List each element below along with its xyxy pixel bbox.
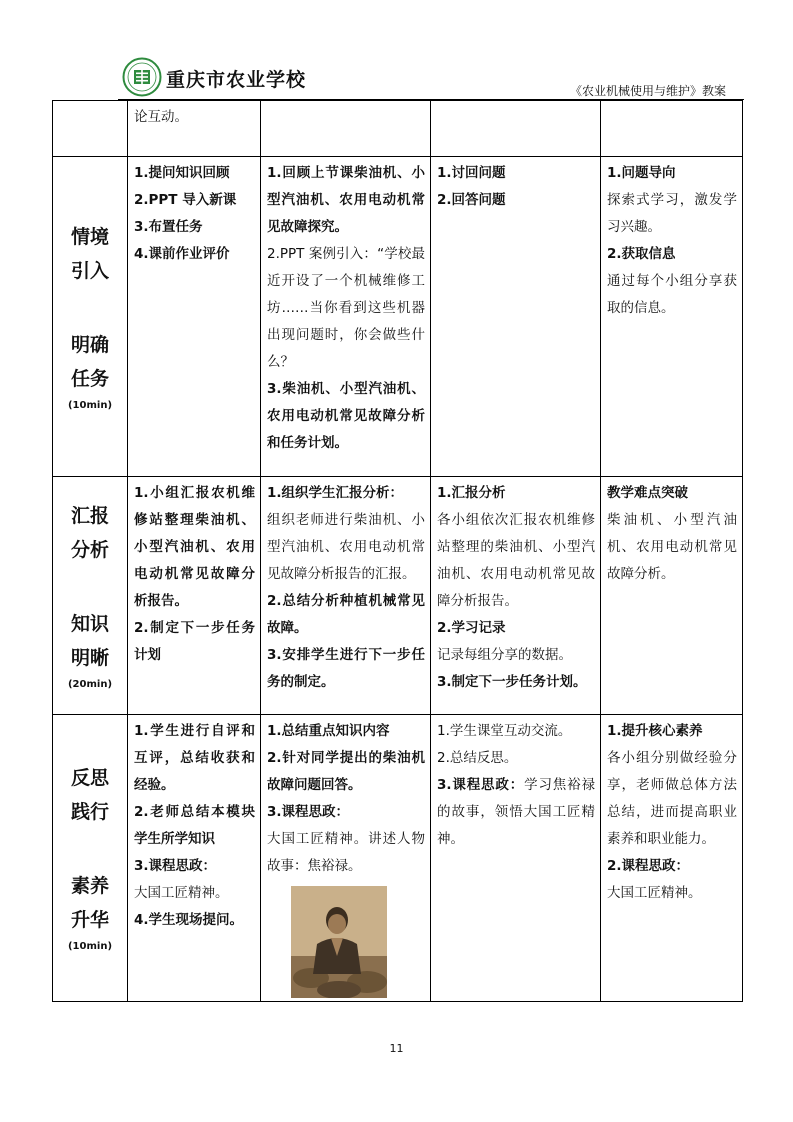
list-item: 通过每个小组分享获取的信息。 — [607, 273, 737, 316]
list-item: 4.学生现场提问。 — [134, 912, 244, 928]
school-logo-icon — [122, 57, 162, 97]
list-item: 1.学生课堂互动交流。 — [437, 723, 572, 739]
list-item: 1.小组汇报农机维修站整理柴油机、小型汽油机、农用电动机常见故障分析报告。 — [134, 485, 255, 609]
stage-cell — [53, 157, 128, 477]
table-cell — [601, 157, 743, 477]
list-item-title: 1.汇报分析 — [437, 485, 506, 501]
list-item: 柴油机、小型汽油机、农用电动机常见故障分析。 — [607, 512, 737, 582]
stage-label: 明确 — [70, 333, 109, 356]
stage-label: 分析 — [70, 538, 109, 561]
list-item-title: 2.学习记录 — [437, 620, 506, 636]
table-cell — [431, 157, 601, 477]
stage-label: 情境 — [70, 225, 109, 248]
list-item-title: 2.课程思政： — [607, 858, 690, 874]
stage-cell — [53, 477, 128, 715]
table-cell — [261, 101, 431, 157]
stage-label: 知识 — [70, 612, 109, 635]
list-item-title: 教学难点突破 — [607, 485, 688, 501]
table-cell — [601, 477, 743, 715]
table-cell — [128, 157, 261, 477]
list-item: 2.针对同学提出的柴油机故障问题回答。 — [267, 750, 425, 793]
table-row — [53, 157, 743, 477]
list-item: 大国工匠精神。 — [134, 885, 229, 901]
stage-duration: (10min) — [67, 941, 113, 952]
course-subtitle: 《农业机械使用与维护》教案 — [569, 84, 726, 98]
stage-label: 素养 — [70, 875, 109, 897]
list-item: 1.提问知识回顾 — [134, 165, 230, 181]
list-item-title: 1.问题导向 — [607, 165, 676, 181]
list-item: 各小组依次汇报农机维修站整理的柴油机、小型汽油机、农用电动机常见故障分析报告。 — [437, 512, 595, 609]
stage-label: 明晰 — [70, 646, 109, 669]
table-cell — [128, 715, 261, 1002]
table-cell — [261, 477, 431, 715]
table-cell — [261, 157, 431, 477]
table-cell — [261, 715, 431, 1002]
stage-label: 任务 — [70, 367, 109, 390]
list-item: 3.柴油机、小型汽油机、农用电动机常见故障分析和任务计划。 — [267, 381, 425, 451]
table-cell — [601, 715, 743, 1002]
list-item: 2.制定下一步任务计划 — [134, 620, 255, 663]
stage-label: 践行 — [70, 801, 109, 823]
list-item: 2.PPT 导入新课 — [134, 192, 237, 208]
list-item-title: 1.提升核心素养 — [607, 723, 703, 739]
stage-label: 引入 — [70, 259, 109, 282]
stage-label: 升华 — [70, 909, 109, 931]
table-cell: 论互动。 — [128, 101, 261, 157]
list-item: 各小组分别做经验分享，老师做总体方法总结，进而提高职业素养和职业能力。 — [607, 750, 737, 847]
list-item-title: 3.课程思政： — [267, 804, 350, 820]
stage-cell — [53, 715, 128, 1002]
list-item: 4.课前作业评价 — [134, 246, 230, 262]
list-item: 2.总结分析种植机械常见故障。 — [267, 593, 425, 636]
stage-cell — [53, 101, 128, 157]
list-item-title: 3.课程思政： — [134, 858, 217, 874]
list-item: 1.总结重点知识内容 — [267, 723, 390, 739]
list-item: 1.学生进行自评和互评，总结收获和经验。 — [134, 723, 255, 793]
list-item: 3.制定下一步任务计划。 — [437, 674, 587, 690]
list-item: 探索式学习，激发学习兴趣。 — [607, 192, 737, 235]
list-item-title: 2.获取信息 — [607, 246, 676, 262]
list-item-title: 3.课程思政： — [437, 777, 525, 793]
jiao-yulu-photo — [291, 886, 387, 998]
list-item: 2.总结反思。 — [437, 750, 518, 766]
list-item: 组织老师进行柴油机、小型汽油机、农用电动机常见故障分析报告的汇报。 — [267, 512, 425, 582]
table-row — [53, 477, 743, 715]
page-header — [118, 55, 744, 101]
table-cell — [431, 477, 601, 715]
stage-label: 汇报 — [70, 504, 109, 527]
stage-label: 反思 — [70, 767, 109, 789]
list-item: 2.回答问题 — [437, 192, 506, 208]
list-item: 2.PPT 案例引入：“学校最近开设了一个机械维修工坊……当你看到这些机器出现问题时，你会做些什么？ — [267, 246, 425, 370]
table-row-continued — [53, 101, 743, 157]
table-cell — [431, 101, 601, 157]
list-item-title: 1.组织学生汇报分析： — [267, 485, 404, 501]
list-item: 大国工匠精神。讲述人物故事：焦裕禄。 — [267, 831, 425, 874]
lesson-plan-table — [52, 100, 743, 1002]
table-cell — [128, 477, 261, 715]
table-cell — [431, 715, 601, 1002]
school-name: 重庆市农业学校 — [166, 69, 307, 91]
table-cell — [601, 101, 743, 157]
list-item: 记录每组分享的数据。 — [437, 647, 572, 663]
list-item: 3.布置任务 — [134, 219, 203, 235]
list-item: 学习焦裕禄的故事，领悟大国工匠精神。 — [437, 777, 595, 847]
list-item: 1.回顾上节课柴油机、小型汽油机、农用电动机常见故障探究。 — [267, 165, 425, 235]
list-item: 3.安排学生进行下一步任务的制定。 — [267, 647, 425, 690]
page-number: 11 — [389, 1042, 404, 1055]
list-item: 2.老师总结本模块学生所学知识 — [134, 804, 255, 847]
list-item: 大国工匠精神。 — [607, 885, 702, 901]
list-item: 1.讨回问题 — [437, 165, 506, 181]
stage-duration: (10min) — [67, 399, 113, 411]
table-row — [53, 715, 743, 1002]
stage-duration: (20min) — [67, 678, 113, 690]
